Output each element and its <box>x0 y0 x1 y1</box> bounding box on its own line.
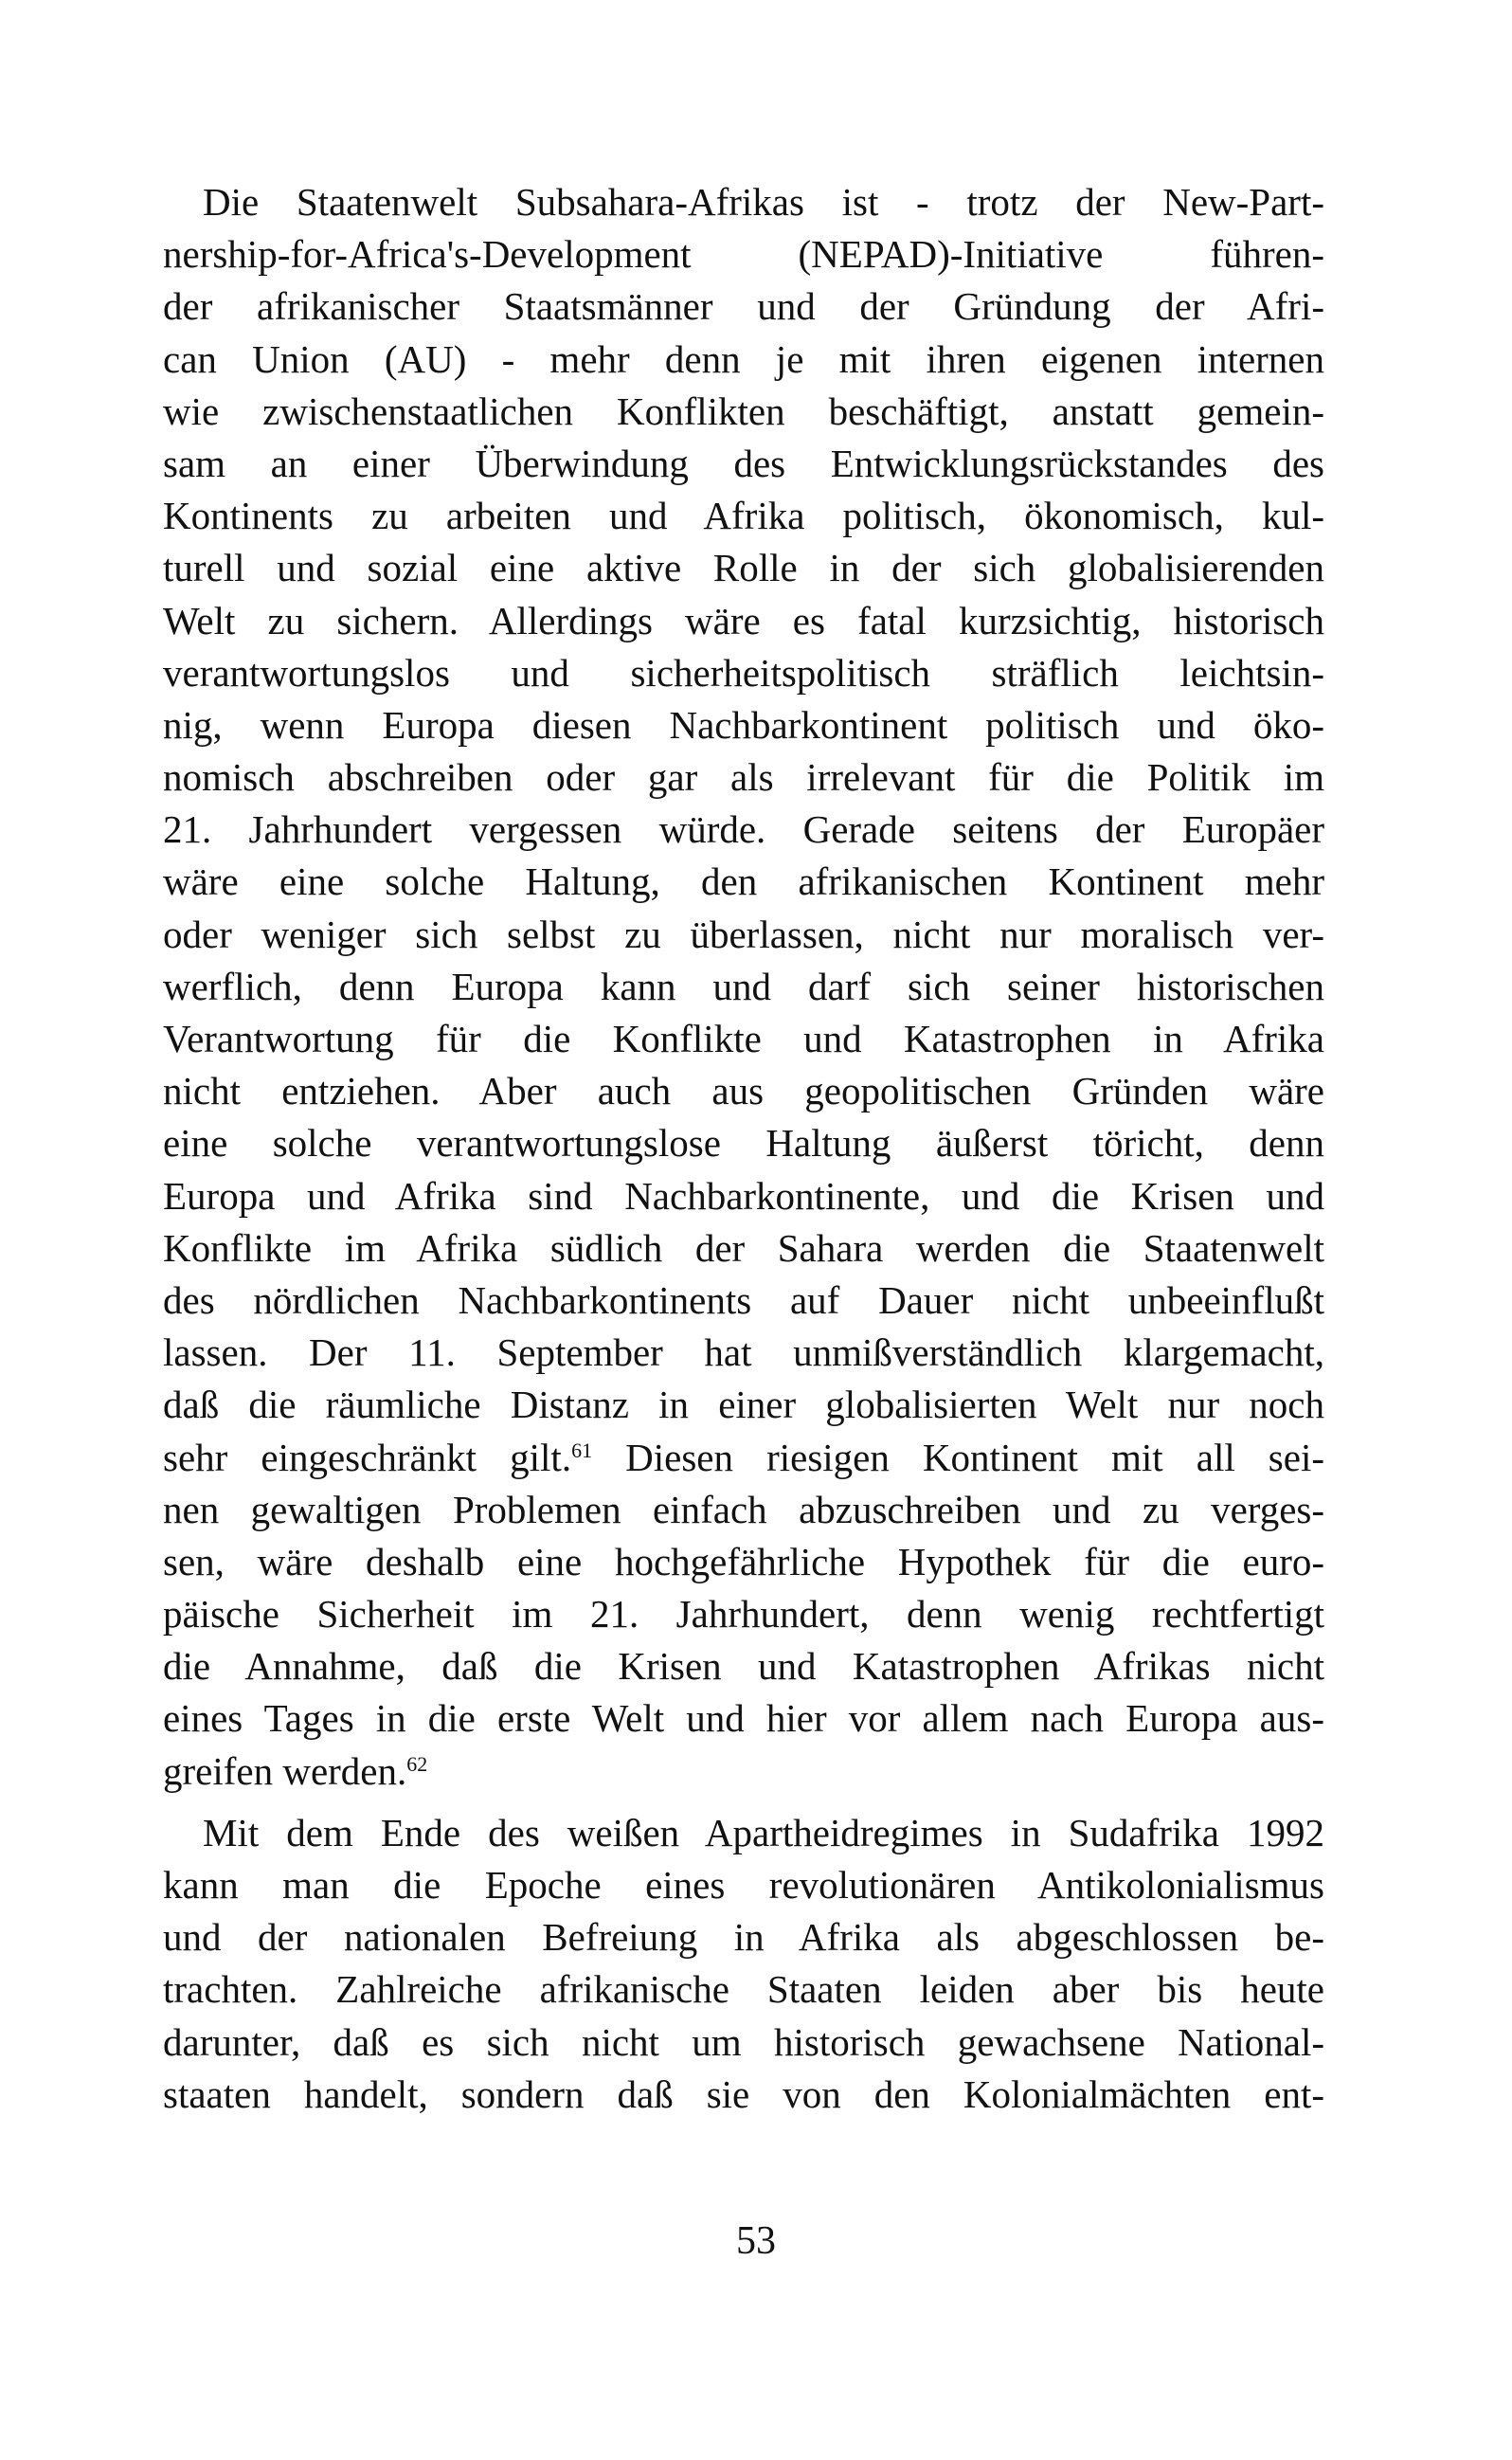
text-line: trachten. Zahlreiche afrikanische Staaten leiden aber bis heute <box>163 1967 1324 2012</box>
text-line: can Union (AU) - mehr denn je mit ihren eigenen internen <box>163 336 1324 381</box>
text-line: Welt zu sichern. Allerdings wäre es fatal kurzsichtig, historisch <box>163 598 1324 642</box>
text-line: nomisch abschreiben oder gar als irrelevant für die Politik im <box>163 755 1324 800</box>
text-line: Kontinents zu arbeiten und Afrika politisch, ökonomisch, kul- <box>163 494 1324 538</box>
text-line: eines Tages in die erste Welt und hier vor allem nach Europa aus- <box>163 1696 1324 1741</box>
text-line: der afrikanischer Staatsmänner und der Gründung der Afri- <box>163 284 1324 329</box>
text-line: und der nationalen Befreiung in Afrika als abgeschlossen be- <box>163 1915 1324 1960</box>
text-line: lassen. Der 11. September hat unmißverständlich klargemacht, <box>163 1330 1324 1375</box>
text-line: werflich, denn Europa kann und darf sich seiner historischen <box>163 964 1324 1008</box>
footnote-marker-61[interactable]: 61 <box>571 1438 593 1462</box>
text-segment: sehr eingeschränkt gilt. <box>163 1435 572 1479</box>
text-line: nicht entziehen. Aber auch aus geopolitischen Gründen wäre <box>163 1069 1324 1113</box>
text-line: eine solche verantwortungslose Haltung äußerst töricht, denn <box>163 1121 1324 1166</box>
text-line: nen gewaltigen Problemen einfach abzuschreiben und zu verges- <box>163 1487 1324 1531</box>
text-line: nership-for-Africa's-Development (NEPAD)-Initiative führen- <box>163 232 1324 277</box>
text-line: wäre eine solche Haltung, den afrikanischen Kontinent mehr <box>163 859 1324 904</box>
text-line: sam an einer Überwindung des Entwicklungsrückstandes des <box>163 441 1324 485</box>
text-line: staaten handelt, sondern daß sie von den Kolonialmächten ent- <box>163 2071 1324 2116</box>
paragraph-2 <box>163 1807 1324 2121</box>
text-line: Europa und Afrika sind Nachbarkontinente, und die Krisen und <box>163 1173 1324 1218</box>
text-line: 21. Jahrhundert vergessen würde. Gerade seitens der Europäer <box>163 807 1324 852</box>
text-line: Konflikte im Afrika südlich der Sahara werden die Staatenwelt <box>163 1225 1324 1270</box>
page-number: 53 <box>736 2219 776 2263</box>
text-line: turell und sozial eine aktive Rolle in der sich globalisierenden <box>163 546 1324 590</box>
text-line: kann man die Epoche eines revolutionären Antikolonialismus <box>163 1863 1324 1907</box>
text-line: Die Staatenwelt Subsahara-Afrikas ist - trotz der New-Part- <box>203 180 1324 224</box>
text-line: verantwortungslos und sicherheitspolitisch sträflich leichtsin- <box>163 650 1324 695</box>
text-line: des nördlichen Nachbarkontinents auf Dauer nicht unbeeinflußt <box>163 1277 1324 1322</box>
text-line: päische Sicherheit im 21. Jahrhundert, denn wenig rechtfertigt <box>163 1592 1324 1637</box>
text-segment: greifen werden. <box>163 1748 407 1793</box>
footnote-marker-62[interactable]: 62 <box>406 1751 428 1776</box>
text-segment: Diesen riesigen Kontinent mit all sei- <box>592 1435 1325 1479</box>
text-line: wie zwischenstaatlichen Konflikten beschäftigt, anstatt gemein- <box>163 389 1324 433</box>
text-line: daß die räumliche Distanz in einer globalisierten Welt nur noch <box>163 1383 1324 1427</box>
text-line-with-footnote <box>163 1746 1324 1798</box>
text-line-with-footnote <box>163 1432 1324 1484</box>
body-text <box>163 176 1324 2121</box>
text-line: sen, wäre deshalb eine hochgefährliche Hypothek für die euro- <box>163 1539 1324 1583</box>
text-line: Verantwortung für die Konflikte und Katastrophen in Afrika <box>163 1017 1324 1060</box>
text-line: Mit dem Ende des weißen Apartheidregimes in Sudafrika 1992 <box>203 1810 1324 1854</box>
text-line: oder weniger sich selbst zu überlassen, nicht nur moralisch ver- <box>163 912 1324 956</box>
text-line: darunter, daß es sich nicht um historisch gewachsene National- <box>163 2019 1324 2064</box>
paragraph-1 <box>163 176 1324 1798</box>
text-line: nig, wenn Europa diesen Nachbarkontinent politisch und öko- <box>163 702 1324 747</box>
text-line: die Annahme, daß die Krisen und Katastrophen Afrikas nicht <box>163 1644 1324 1689</box>
